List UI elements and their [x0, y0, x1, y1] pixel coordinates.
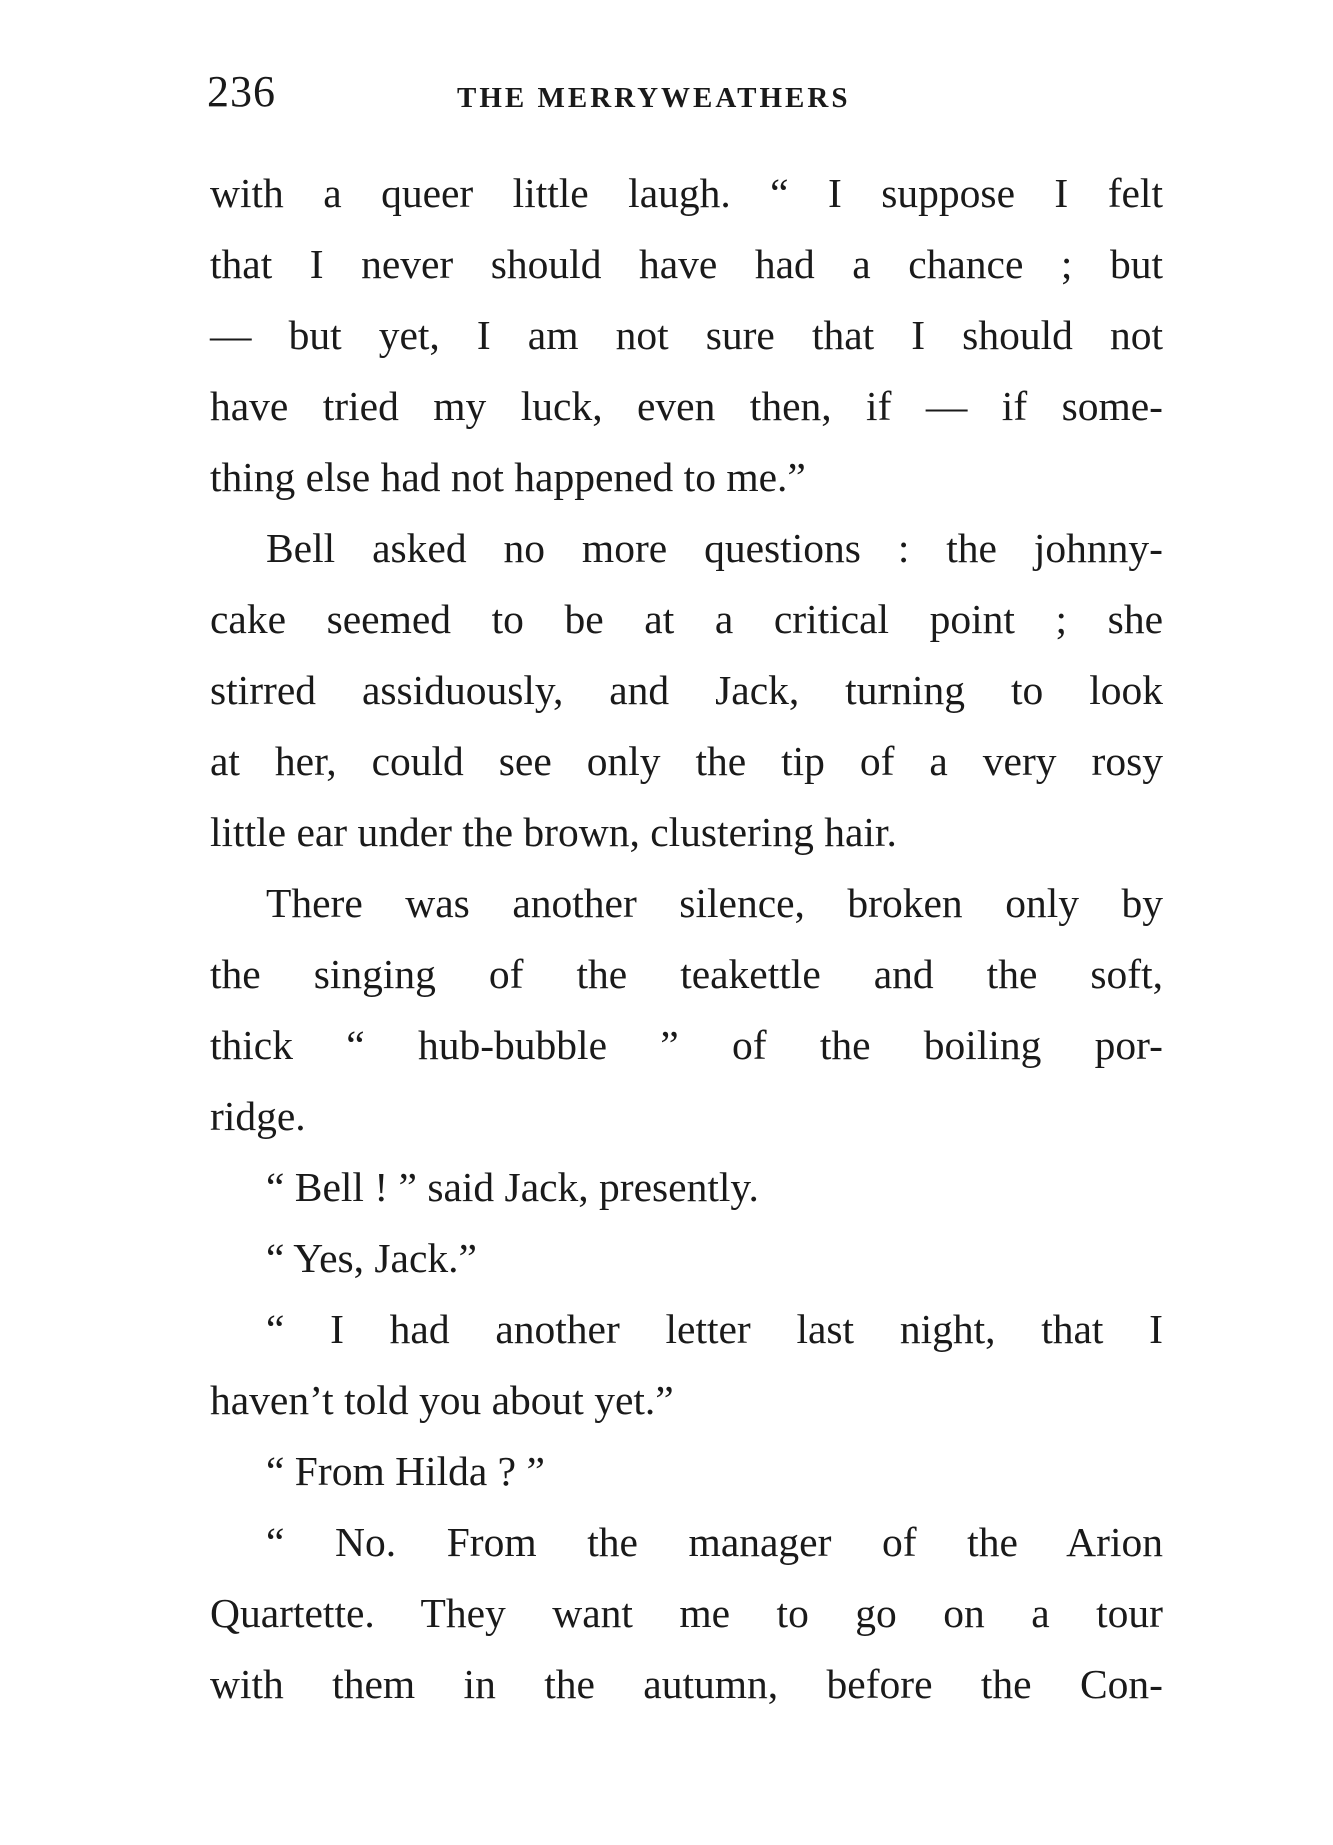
text-line: that I never should have had a chance ; but: [210, 241, 1163, 287]
text-line: at her, could see only the tip of a very rosy: [210, 738, 1163, 784]
page-number: 236: [207, 67, 276, 116]
text-line: Quartette. They want me to go on a tour: [210, 1590, 1163, 1636]
text-line: “ No. From the manager of the Arion: [266, 1519, 1163, 1565]
text-line: “ I had another letter last night, that I: [266, 1306, 1163, 1352]
text-line: with them in the autumn, before the Con-: [210, 1661, 1163, 1707]
text-line: thick “ hub-bubble ” of the boiling por-: [210, 1022, 1163, 1068]
text-line: haven’t told you about yet.”: [210, 1377, 674, 1423]
text-line: “ From Hilda ? ”: [266, 1448, 545, 1494]
text-line: “ Yes, Jack.”: [266, 1235, 477, 1281]
text-line: — but yet, I am not sure that I should not: [210, 312, 1163, 358]
text-line: cake seemed to be at a critical point ; she: [210, 596, 1163, 642]
text-line: thing else had not happened to me.”: [210, 454, 806, 500]
body-text: [210, 158, 1163, 1720]
text-line: “ Bell ! ” said Jack, presently.: [266, 1164, 759, 1210]
text-line: with a queer little laugh. “ I suppose I felt: [210, 170, 1163, 216]
text-line: stirred assiduously, and Jack, turning to look: [210, 667, 1163, 713]
running-head: THE MERRYWEATHERS: [457, 82, 851, 114]
page-header: [207, 62, 1167, 122]
text-line: ridge.: [210, 1093, 306, 1139]
text-line: have tried my luck, even then, if — if some-: [210, 383, 1163, 429]
text-line: little ear under the brown, clustering hair.: [210, 809, 897, 855]
text-line: Bell asked no more questions : the johnny-: [266, 525, 1163, 571]
text-line: There was another silence, broken only by: [266, 880, 1163, 926]
text-line: the singing of the teakettle and the soft,: [210, 951, 1163, 997]
